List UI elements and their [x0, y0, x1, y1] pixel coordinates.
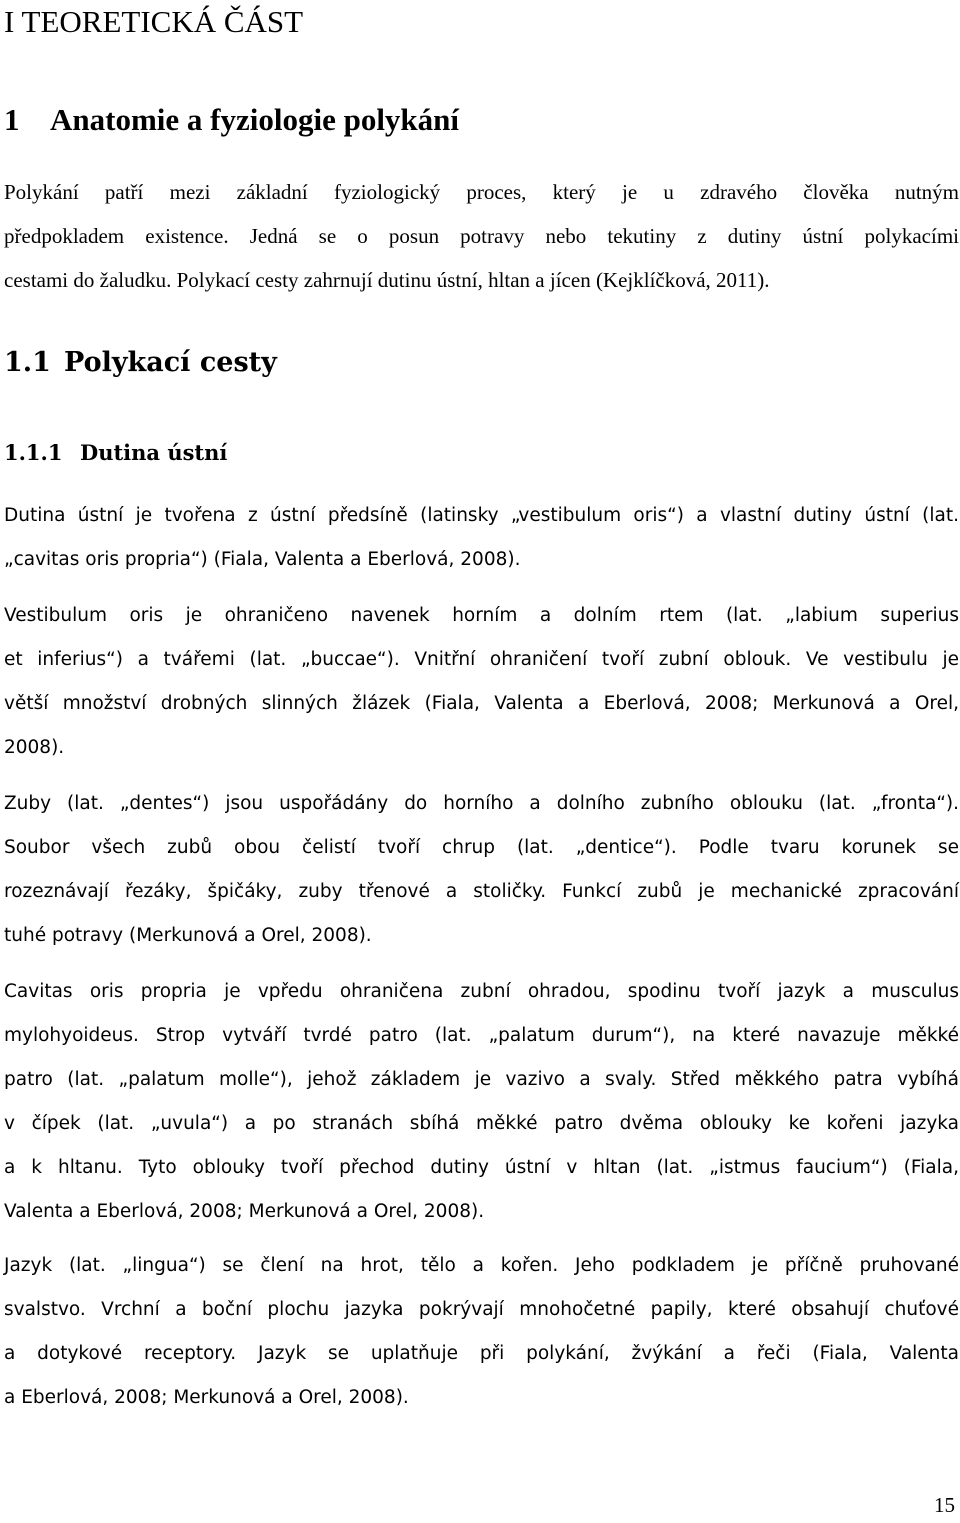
body-paragraph — [4, 494, 959, 582]
section-number: 1.1 — [4, 347, 51, 378]
section-title: Polykací cesty — [64, 347, 277, 378]
chapter-title: Anatomie a fyziologie polykání — [50, 102, 460, 137]
paragraph-line: svalstvo. Vrchní a boční plochu jazyka pokrývají mnohočetné papily, které obsahují chuťové — [4, 1299, 959, 1320]
paragraph-line: patro (lat. „palatum molle“), jehož základem je vazivo a svaly. Střed měkkého patra vybíhá — [4, 1069, 959, 1090]
paragraph-line: větší množství drobných slinných žlázek (Fiala, Valenta a Eberlová, 2008; Merkunová a Orel, — [4, 693, 959, 714]
paragraph-line: Valenta a Eberlová, 2008; Merkunová a Orel, 2008). — [4, 1201, 485, 1222]
body-paragraph — [4, 970, 959, 1234]
paragraph-line: 2008). — [4, 737, 65, 758]
page-number: 15 — [934, 1493, 955, 1517]
paragraph-line: cestami do žaludku. Polykací cesty zahrnují dutinu ústní, hltan a jícen (Kejklíčková, 2011). — [4, 268, 770, 292]
paragraph-line: a Eberlová, 2008; Merkunová a Orel, 2008). — [4, 1387, 409, 1408]
paragraph-line: Zuby (lat. „dentes“) jsou uspořádány do horního a dolního zubního oblouku (lat. „fronta“). — [4, 793, 959, 814]
paragraph-line: Cavitas oris propria je vpředu ohraničena zubní ohradou, spodinu tvoří jazyk a musculus — [4, 981, 959, 1002]
paragraph-line: mylohyoideus. Strop vytváří tvrdé patro (lat. „palatum durum“), na které navazuje měkké — [4, 1025, 959, 1046]
paragraph-line: et inferius“) a tvářemi (lat. „buccae“). Vnitřní ohraničení tvoří zubní oblouk. Ve vestibulu je — [4, 649, 959, 670]
paragraph-line: Dutina ústní je tvořena z ústní předsíně (latinsky „vestibulum oris“) a vlastní dutiny ústní (lat. — [4, 505, 959, 526]
paragraph-line: a dotykové receptory. Jazyk se uplatňuje při polykání, žvýkání a řeči (Fiala, Valenta — [4, 1343, 959, 1364]
paragraph-line: „cavitas oris propria“) (Fiala, Valenta a Eberlová, 2008). — [4, 549, 521, 570]
paragraph-line: předpokladem existence. Jedná se o posun potravy nebo tekutiny z dutiny ústní polykacími — [4, 224, 959, 248]
chapter-heading — [4, 100, 459, 140]
paragraph-line: rozeznávají řezáky, špičáky, zuby třenové a stoličky. Funkcí zubů je mechanické zpracování — [4, 881, 959, 902]
paragraph-line: Soubor všech zubů obou čelistí tvoří chrup (lat. „dentice“). Podle tvaru korunek se — [4, 837, 959, 858]
chapter-number: 1 — [4, 102, 20, 137]
paragraph-line: a k hltanu. Tyto oblouky tvoří přechod dutiny ústní v hltan (lat. „istmus faucium“) (Fiala, — [4, 1157, 959, 1178]
part-heading: I TEORETICKÁ ČÁST — [4, 4, 304, 39]
paragraph-line: Polykání patří mezi základní fyziologický proces, který je u zdravého člověka nutným — [4, 180, 959, 204]
subsection-number: 1.1.1 — [4, 440, 63, 465]
subsection-heading — [4, 438, 227, 468]
intro-paragraph — [4, 170, 959, 302]
section-heading — [4, 345, 277, 381]
body-paragraph — [4, 1244, 959, 1420]
paragraph-line: tuhé potravy (Merkunová a Orel, 2008). — [4, 925, 372, 946]
body-paragraph — [4, 782, 959, 958]
paragraph-line: v čípek (lat. „uvula“) a po stranách sbíhá měkké patro dvěma oblouky ke kořeni jazyka — [4, 1113, 959, 1134]
subsection-title: Dutina ústní — [80, 440, 228, 465]
body-paragraph — [4, 594, 959, 770]
paragraph-line: Vestibulum oris je ohraničeno navenek horním a dolním rtem (lat. „labium superius — [4, 605, 959, 626]
paragraph-line: Jazyk (lat. „lingua“) se člení na hrot, tělo a kořen. Jeho podkladem je příčně pruhované — [4, 1255, 959, 1276]
